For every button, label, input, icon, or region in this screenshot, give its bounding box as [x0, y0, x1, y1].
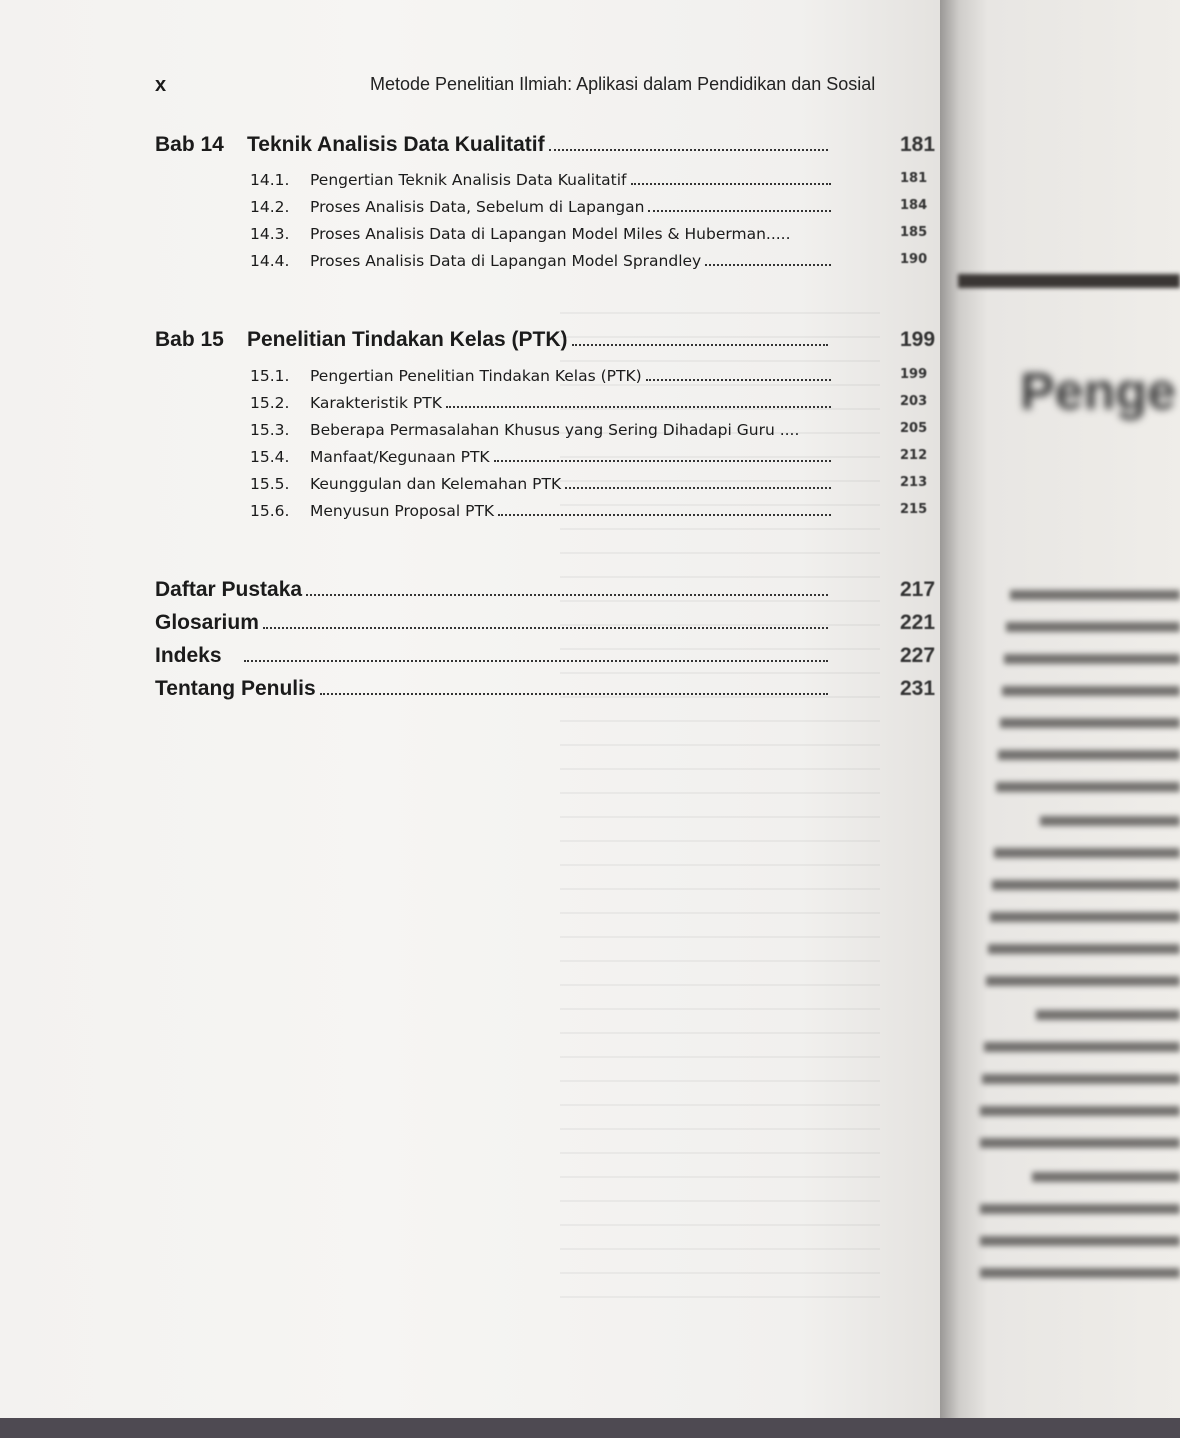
section-title: Pengertian Penelitian Tindakan Kelas (PTK): [310, 367, 642, 385]
toc-section: [250, 475, 928, 494]
section-number: 14.3.: [250, 225, 290, 243]
section-number: 15.4.: [250, 448, 290, 466]
blurred-text-line: [982, 1074, 1180, 1084]
chapter-title: Teknik Analisis Data Kualitatif: [247, 133, 545, 156]
page-ref: 181: [900, 171, 928, 186]
dot-leader: [306, 594, 828, 596]
page-number-roman: x: [155, 74, 167, 96]
toc-section: [250, 171, 928, 190]
blurred-text-line: [1006, 622, 1180, 632]
section-title: Beberapa Permasalahan Khusus yang Sering Dihadapi Guru ....: [310, 421, 800, 439]
dot-leader: [631, 183, 831, 185]
chapter-number: Bab 14: [155, 133, 224, 156]
blurred-text-line: [994, 848, 1180, 858]
back-matter-title: Daftar Pustaka: [155, 578, 303, 601]
toc-section: [250, 198, 928, 217]
toc-section: [250, 502, 928, 521]
scan-bottom-edge: [0, 1418, 1180, 1438]
dot-leader: [498, 514, 831, 516]
chapter-title: Penelitian Tindakan Kelas (PTK): [247, 328, 568, 351]
chapter-rule: [958, 274, 1180, 288]
blurred-text-line: [986, 976, 1180, 986]
page-ref: 212: [900, 448, 928, 463]
blurred-text-line: [984, 1042, 1180, 1052]
blurred-text-line: [980, 1106, 1180, 1116]
section-title: Proses Analisis Data di Lapangan Model Miles & Huberman.....: [310, 225, 791, 243]
page-ref: 227: [900, 644, 936, 667]
toc-section: [250, 252, 928, 271]
back-matter-title: Glosarium: [155, 611, 259, 634]
toc-glosarium: [155, 611, 936, 635]
page-ref: 213: [900, 475, 928, 490]
blurred-text-line: [1000, 718, 1180, 728]
dot-leader: [565, 487, 831, 489]
toc-section: [250, 367, 928, 386]
page-ref: 215: [900, 502, 928, 517]
dot-leader: [244, 660, 828, 662]
page-ref: 184: [900, 198, 928, 213]
blurred-text-line: [1032, 1172, 1180, 1182]
blurred-text-line: [1010, 590, 1180, 600]
dot-leader: [446, 406, 831, 408]
back-matter-title: Tentang Penulis: [155, 677, 316, 700]
blurred-text-line: [980, 1268, 1180, 1278]
blurred-text-line: [980, 1204, 1180, 1214]
dot-leader: [705, 264, 831, 266]
section-number: 15.2.: [250, 394, 290, 412]
chapter-number: Bab 15: [155, 328, 224, 351]
running-title: Metode Penelitian Ilmiah: Aplikasi dalam Pendidikan dan Sosial: [370, 74, 876, 94]
section-number: 15.6.: [250, 502, 290, 520]
toc-chapter-14: [155, 133, 936, 157]
section-title: Manfaat/Kegunaan PTK: [310, 448, 490, 466]
page-ref: 185: [900, 225, 928, 240]
blurred-text-line: [998, 750, 1180, 760]
blurred-text-line: [1040, 816, 1180, 826]
show-through-text: [560, 290, 880, 1300]
page-ref: 199: [900, 328, 936, 351]
blurred-text-line: [996, 782, 1180, 792]
dot-leader: [320, 693, 828, 695]
blurred-text-line: [990, 912, 1180, 922]
section-number: 15.3.: [250, 421, 290, 439]
page-ref: 199: [900, 367, 928, 382]
blurred-text-line: [1004, 654, 1180, 664]
section-title: Menyusun Proposal PTK: [310, 502, 495, 520]
facing-heading: Penge: [1020, 363, 1177, 421]
section-title: Pengertian Teknik Analisis Data Kualitatif: [310, 171, 627, 189]
section-number: 15.1.: [250, 367, 290, 385]
blurred-text-line: [992, 880, 1180, 890]
page-ref: 231: [900, 677, 936, 700]
blurred-text-line: [988, 944, 1180, 954]
back-matter-title: Indeks: [155, 644, 222, 667]
dot-leader: [494, 460, 831, 462]
section-title: Proses Analisis Data, Sebelum di Lapangan: [310, 198, 645, 216]
section-title: Keunggulan dan Kelemahan PTK: [310, 475, 562, 493]
toc-indeks: [155, 644, 936, 668]
toc-section: [250, 225, 928, 243]
blurred-text-line: [1002, 686, 1180, 696]
section-number: 14.1.: [250, 171, 290, 189]
toc-section: [250, 394, 928, 413]
page-ref: 205: [900, 421, 928, 436]
blurred-text-line: [1036, 1010, 1180, 1020]
toc-tentang-penulis: [155, 677, 936, 701]
page-ref: 181: [900, 133, 936, 156]
toc-daftar-pustaka: [155, 578, 936, 602]
page-ref: 203: [900, 394, 928, 409]
dot-leader: [549, 149, 828, 151]
toc-section: [250, 421, 928, 439]
page-ref: 190: [900, 252, 928, 267]
dot-leader: [263, 627, 828, 629]
toc-chapter-15: [155, 328, 936, 352]
dot-leader: [572, 344, 828, 346]
dot-leader: [646, 379, 831, 381]
page-ref: 217: [900, 578, 936, 601]
section-title: Karakteristik PTK: [310, 394, 442, 412]
section-number: 14.4.: [250, 252, 290, 270]
toc-section: [250, 448, 928, 467]
facing-page: [940, 0, 1180, 1418]
blurred-text-line: [980, 1236, 1180, 1246]
page-ref: 221: [900, 611, 936, 634]
section-number: 14.2.: [250, 198, 290, 216]
blurred-text-line: [980, 1138, 1180, 1148]
dot-leader: [648, 210, 831, 212]
section-number: 15.5.: [250, 475, 290, 493]
section-title: Proses Analisis Data di Lapangan Model Sprandley: [310, 252, 702, 270]
